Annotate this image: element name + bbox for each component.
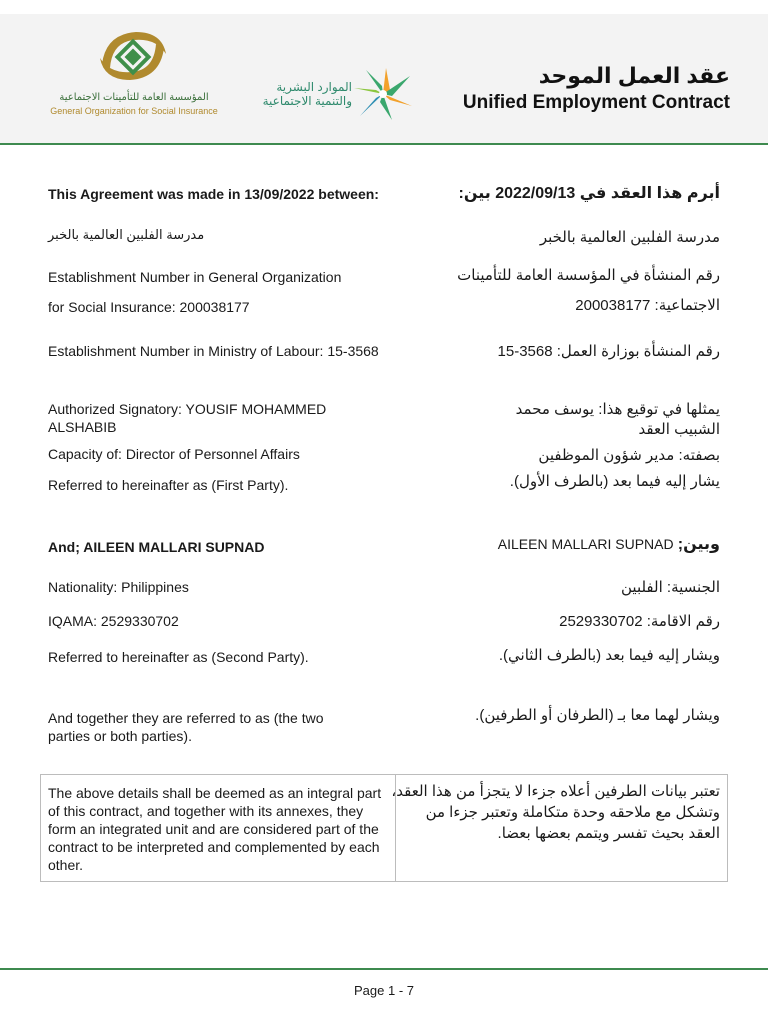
school-name-arabic: مدرسة الفلبين العالمية بالخبر [539, 229, 720, 246]
integral-clause-table [40, 774, 728, 882]
integral-clause-arabic: تعتبر بيانات الطرفين أعلاه جزءا لا يتجزأ من هذا العقد، وتشكل مع ملاحقه وحدة متكاملة وتعتبر جزءا من العقد بحيث تفسر ويتمم بعضها بعضا. [391, 783, 720, 842]
second-party-name-arabic [390, 534, 720, 555]
first-party-referred-english: Referred to hereinafter as (First Party). [48, 477, 289, 493]
second-party-referred-english: Referred to hereinafter as (Second Party). [48, 649, 309, 665]
capacity-english: Capacity of: Director of Personnel Affairs [48, 446, 300, 462]
page-number: Page 1 - 7 [354, 983, 414, 998]
gosi-number-arabic-line1: رقم المنشأة في المؤسسة العامة للتأمينات [457, 267, 720, 284]
second-party-referred-arabic: ويشار إليه فيما بعد (بالطرف الثاني). [498, 647, 720, 664]
gosi-number-english-line1: Establishment Number in General Organization [48, 269, 342, 285]
second-party-name-english: And; AILEEN MALLARI SUPNAD [48, 539, 265, 555]
gosi-number-english-line2: for Social Insurance: 200038177 [48, 299, 250, 315]
first-party-referred-arabic: يشار إليه فيما بعد (بالطرف الأول). [509, 473, 720, 490]
hrsd-name-line2: والتنمية الاجتماعية [262, 94, 352, 108]
together-english: And together they are referred to as (the two parties or both parties). [48, 710, 324, 744]
contract-title-arabic: عقد العمل الموحد [538, 63, 730, 88]
mol-number-arabic: رقم المنشأة بوزارة العمل: 3568-15 [497, 343, 720, 360]
iqama-english: IQAMA: 2529330702 [48, 613, 179, 629]
iqama-arabic: رقم الاقامة: 2529330702 [559, 613, 720, 630]
header-divider [0, 143, 768, 145]
school-name-left: مدرسة الفلبين العالمية بالخبر [48, 227, 205, 242]
agreement-date-english: This Agreement was made in 13/09/2022 between: [48, 186, 379, 202]
together-arabic: ويشار لهما معا بـ (الطرفان أو الطرفين). [475, 707, 720, 724]
integral-clause-english: The above details shall be deemed as an integral part of this contract, and together with its annexes, they form an integrated unit and are considered part of the contract to be interpreted and complemented by each other. [48, 785, 382, 873]
hrsd-emblem-icon [352, 66, 414, 122]
gosi-logo [46, 24, 222, 120]
nationality-arabic: الجنسية: الفلبين [621, 579, 720, 596]
mol-number-english: Establishment Number in Ministry of Labour: 15-3568 [48, 343, 379, 359]
capacity-arabic: بصفته: مدير شؤون الموظفين [538, 447, 720, 464]
footer-divider [0, 968, 768, 970]
gosi-number-arabic-line2: الاجتماعية: 200038177 [575, 297, 720, 314]
gosi-emblem-icon [96, 24, 170, 88]
gosi-name-arabic: المؤسسة العامة للتأمينات الاجتماعية [59, 92, 209, 103]
hrsd-logo [248, 64, 418, 124]
contract-title-english: Unified Employment Contract [462, 92, 730, 113]
signatory-arabic: يمثلها في توقيع هذا: يوسف محمد الشبيب العقد [515, 401, 720, 438]
gosi-name-english: General Organization for Social Insurance [50, 106, 218, 116]
nationality-english: Nationality: Philippines [48, 579, 189, 595]
hrsd-name [248, 80, 352, 108]
signatory-english: Authorized Signatory: YOUSIF MOHAMMED ALSHABIB [48, 401, 327, 435]
hrsd-name-line1: الموارد البشرية [276, 80, 352, 94]
second-party-label-arabic: وبين; [677, 536, 720, 553]
second-party-name-latin: AILEEN MALLARI SUPNAD [497, 536, 674, 552]
agreement-date-arabic: أبرم هذا العقد في 2022/09/13 بين: [458, 185, 720, 202]
